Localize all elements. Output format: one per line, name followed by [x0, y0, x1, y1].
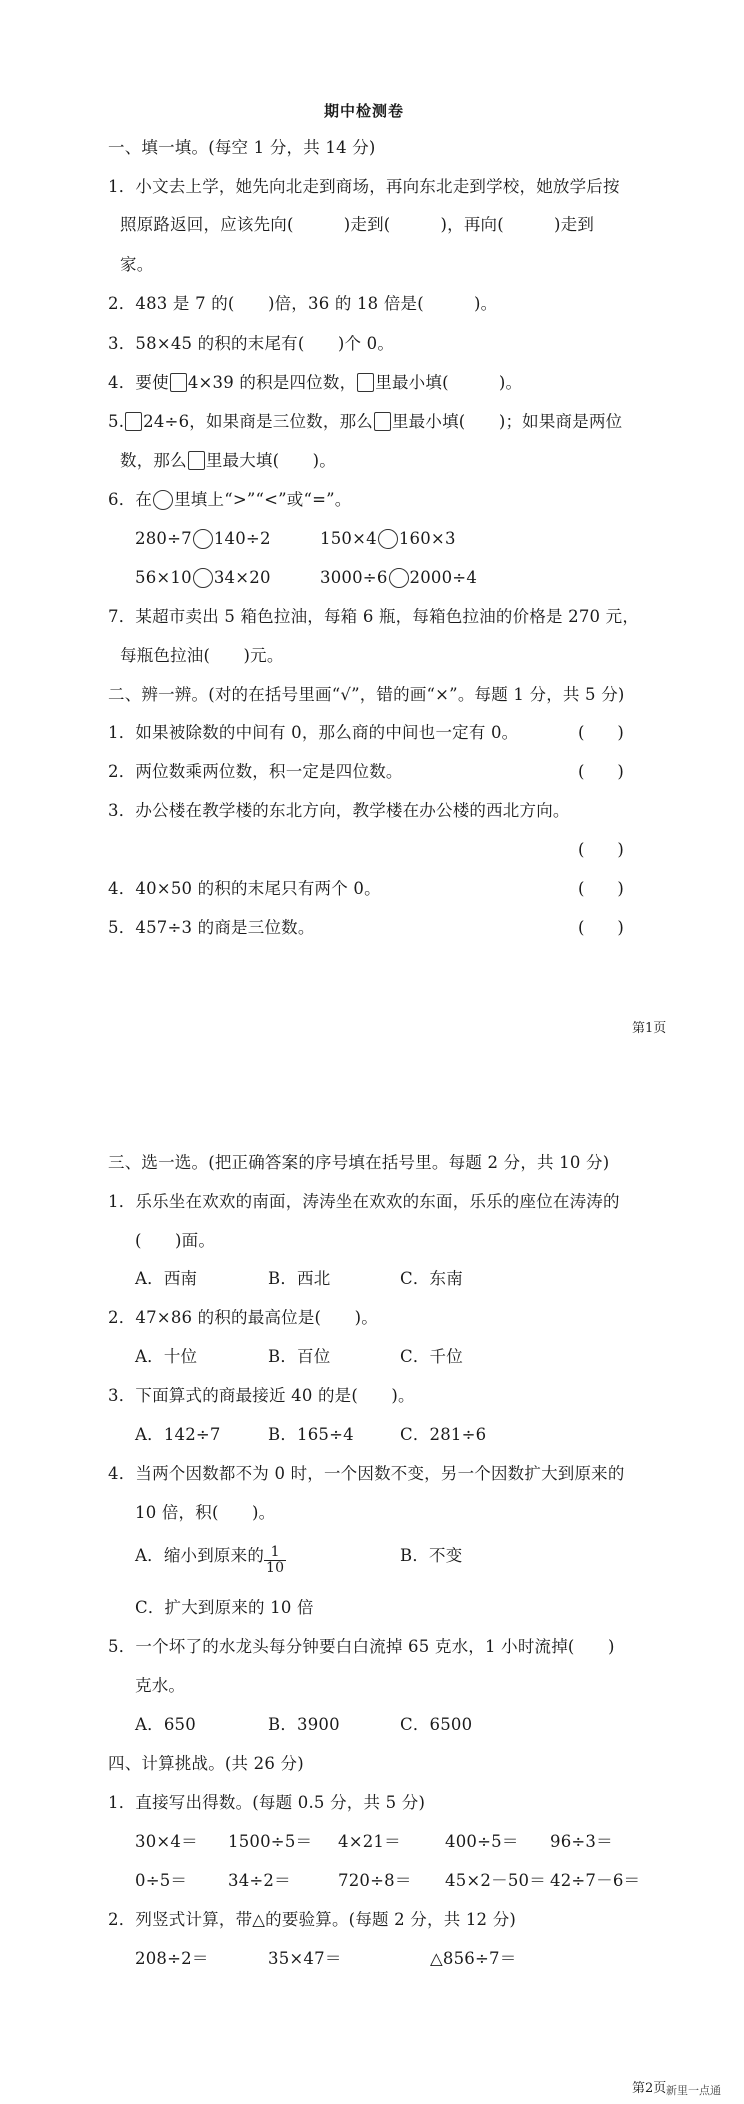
answer-paren: ( ) [578, 723, 624, 742]
s1-q2: 2．483 是 7 的( )倍，36 的 18 倍是( )。 [108, 294, 498, 313]
s1-q6-text-b: 里填上“>”“<”或“=”。 [174, 490, 352, 509]
option-a: A．西南 [135, 1269, 198, 1288]
compare-1 [135, 528, 271, 550]
s1-q7-line1: 7．某超市卖出 5 箱色拉油，每箱 6 瓶，每箱色拉油的价格是 270 元， [108, 607, 640, 626]
option-c: C．扩大到原来的 10 倍 [135, 1598, 314, 1617]
s1-q1-line1: 1．小文去上学，她先向北走到商场，再向东北走到学校，她放学后按 [108, 177, 620, 196]
blank-circle [389, 568, 409, 588]
s1-q5-line2 [120, 450, 336, 472]
option-b: B．百位 [268, 1347, 331, 1366]
s2-q1: 1．如果被除数的中间有 0，那么商的中间也一定有 0。 [108, 723, 519, 742]
calc-item: 35×47＝ [268, 1949, 342, 1968]
s3-q4-line1: 4．当两个因数都不为 0 时，一个因数不变，另一个因数扩大到原来的 [108, 1464, 625, 1483]
section3-heading: 三、选一选。(把正确答案的序号填在括号里。每题 2 分，共 10 分) [108, 1153, 610, 1172]
compare-4 [320, 567, 477, 589]
calc-item: 1500÷5＝ [228, 1832, 313, 1851]
s1-q4-text-c: 里最小填( )。 [375, 373, 523, 392]
fraction-denominator: 10 [266, 1560, 285, 1576]
s1-q4 [108, 372, 522, 394]
fraction-numerator: 1 [264, 1545, 286, 1561]
blank-box [357, 373, 374, 392]
page-number-1: 第1页 [632, 1021, 667, 1036]
watermark-text: 新里一点通 [666, 2084, 721, 2097]
s1-q5-text-c: 里最小填( )；如果商是两位 [391, 412, 623, 431]
s1-q5-text-d: 数，那么 [120, 451, 187, 470]
option-a: A．650 [135, 1715, 196, 1734]
s3-q3: 3．下面算式的商最接近 40 的是( )。 [108, 1386, 415, 1405]
s1-q7-line2: 每瓶色拉油( )元。 [120, 646, 284, 665]
s1-q5-text-e: 里最大填( )。 [205, 451, 336, 470]
option-c: C．东南 [400, 1269, 463, 1288]
compare-2 [320, 528, 456, 550]
compare-right: 2000÷4 [409, 568, 478, 587]
option-b: B．3900 [268, 1715, 340, 1734]
s3-q5-line2: 克水。 [135, 1676, 186, 1695]
calc-item: 0÷5＝ [135, 1871, 188, 1890]
page-title: 期中检测卷 [324, 102, 405, 120]
calc-item: △856÷7＝ [430, 1949, 517, 1968]
s2-q5: 5．457÷3 的商是三位数。 [108, 918, 315, 937]
calc-item: 34÷2＝ [228, 1871, 291, 1890]
compare-left: 3000÷6 [320, 568, 388, 587]
s1-q5-text-a: 5. [108, 412, 125, 431]
calc-item: 45×2－50＝ [445, 1871, 546, 1890]
fraction [264, 1545, 286, 1576]
s4-q1: 1．直接写出得数。(每题 0.5 分，共 5 分) [108, 1793, 426, 1812]
option-a [135, 1545, 286, 1576]
s3-q1-line2: ( )面。 [135, 1231, 216, 1250]
calc-item: 30×4＝ [135, 1832, 198, 1851]
calc-item: 42÷7－6＝ [550, 1871, 641, 1890]
s2-q3: 3．办公楼在教学楼的东北方向，教学楼在办公楼的西北方向。 [108, 801, 570, 820]
s2-q4: 4．40×50 的积的末尾只有两个 0。 [108, 879, 381, 898]
compare-3 [135, 567, 271, 589]
option-b: B．165÷4 [268, 1425, 354, 1444]
answer-paren: ( ) [578, 918, 624, 937]
calc-item: 208÷2＝ [135, 1949, 209, 1968]
s1-q4-text-a: 4．要使 [108, 373, 169, 392]
blank-circle [193, 568, 213, 588]
blank-circle [193, 529, 213, 549]
calc-item: 4×21＝ [338, 1832, 401, 1851]
s3-q5-line1: 5．一个坏了的水龙头每分钟要白白流掉 65 克水，1 小时流掉( ) [108, 1637, 615, 1656]
section1-heading: 一、填一填。(每空 1 分，共 14 分) [108, 138, 376, 157]
compare-right: 34×20 [213, 568, 271, 587]
blank-box [170, 373, 187, 392]
s1-q1-line2: 照原路返回，应该先向( )走到( )，再向( )走到 [120, 215, 595, 234]
option-b: B．西北 [268, 1269, 331, 1288]
compare-right: 140÷2 [213, 529, 271, 548]
s1-q1-line3: 家。 [120, 255, 154, 274]
blank-circle [153, 490, 173, 510]
blank-box [374, 412, 391, 431]
answer-paren: ( ) [578, 840, 624, 859]
s3-q2: 2．47×86 的积的最高位是( )。 [108, 1308, 378, 1327]
option-c: C．千位 [400, 1347, 463, 1366]
calc-item: 720÷8＝ [338, 1871, 412, 1890]
page-number-2: 第2页 [632, 2081, 667, 2096]
s2-q2: 2．两位数乘两位数，积一定是四位数。 [108, 762, 403, 781]
blank-box [125, 412, 142, 431]
calc-item: 96÷3＝ [550, 1832, 613, 1851]
option-a: A．十位 [135, 1347, 198, 1366]
s1-q5-text-b: 24÷6，如果商是三位数，那么 [143, 412, 373, 431]
answer-paren: ( ) [578, 879, 624, 898]
option-c: C．6500 [400, 1715, 473, 1734]
compare-right: 160×3 [398, 529, 456, 548]
s1-q5-line1 [108, 411, 622, 433]
answer-paren: ( ) [578, 762, 624, 781]
calc-item: 400÷5＝ [445, 1832, 519, 1851]
compare-left: 280÷7 [135, 529, 192, 548]
s1-q6 [108, 489, 352, 511]
section4-heading: 四、计算挑战。(共 26 分) [108, 1754, 304, 1773]
s4-q2: 2．列竖式计算，带△的要验算。(每题 2 分，共 12 分) [108, 1910, 517, 1929]
option-a-text: A．缩小到原来的 [135, 1546, 265, 1565]
s1-q3: 3．58×45 的积的末尾有( )个 0。 [108, 334, 395, 353]
blank-circle [378, 529, 398, 549]
s3-q1-line1: 1．乐乐坐在欢欢的南面，涛涛坐在欢欢的东面，乐乐的座位在涛涛的 [108, 1192, 620, 1211]
s1-q6-text-a: 6．在 [108, 490, 153, 509]
compare-left: 56×10 [135, 568, 192, 587]
option-a: A．142÷7 [135, 1425, 221, 1444]
option-c: C．281÷6 [400, 1425, 487, 1444]
blank-box [188, 451, 205, 470]
s3-q4-line2: 10 倍，积( )。 [135, 1503, 276, 1522]
option-b: B．不变 [400, 1546, 463, 1565]
compare-left: 150×4 [320, 529, 377, 548]
s1-q4-text-b: 4×39 的积是四位数， [187, 373, 357, 392]
section2-heading: 二、辨一辨。(对的在括号里画“√”，错的画“×”。每题 1 分，共 5 分) [108, 685, 625, 704]
